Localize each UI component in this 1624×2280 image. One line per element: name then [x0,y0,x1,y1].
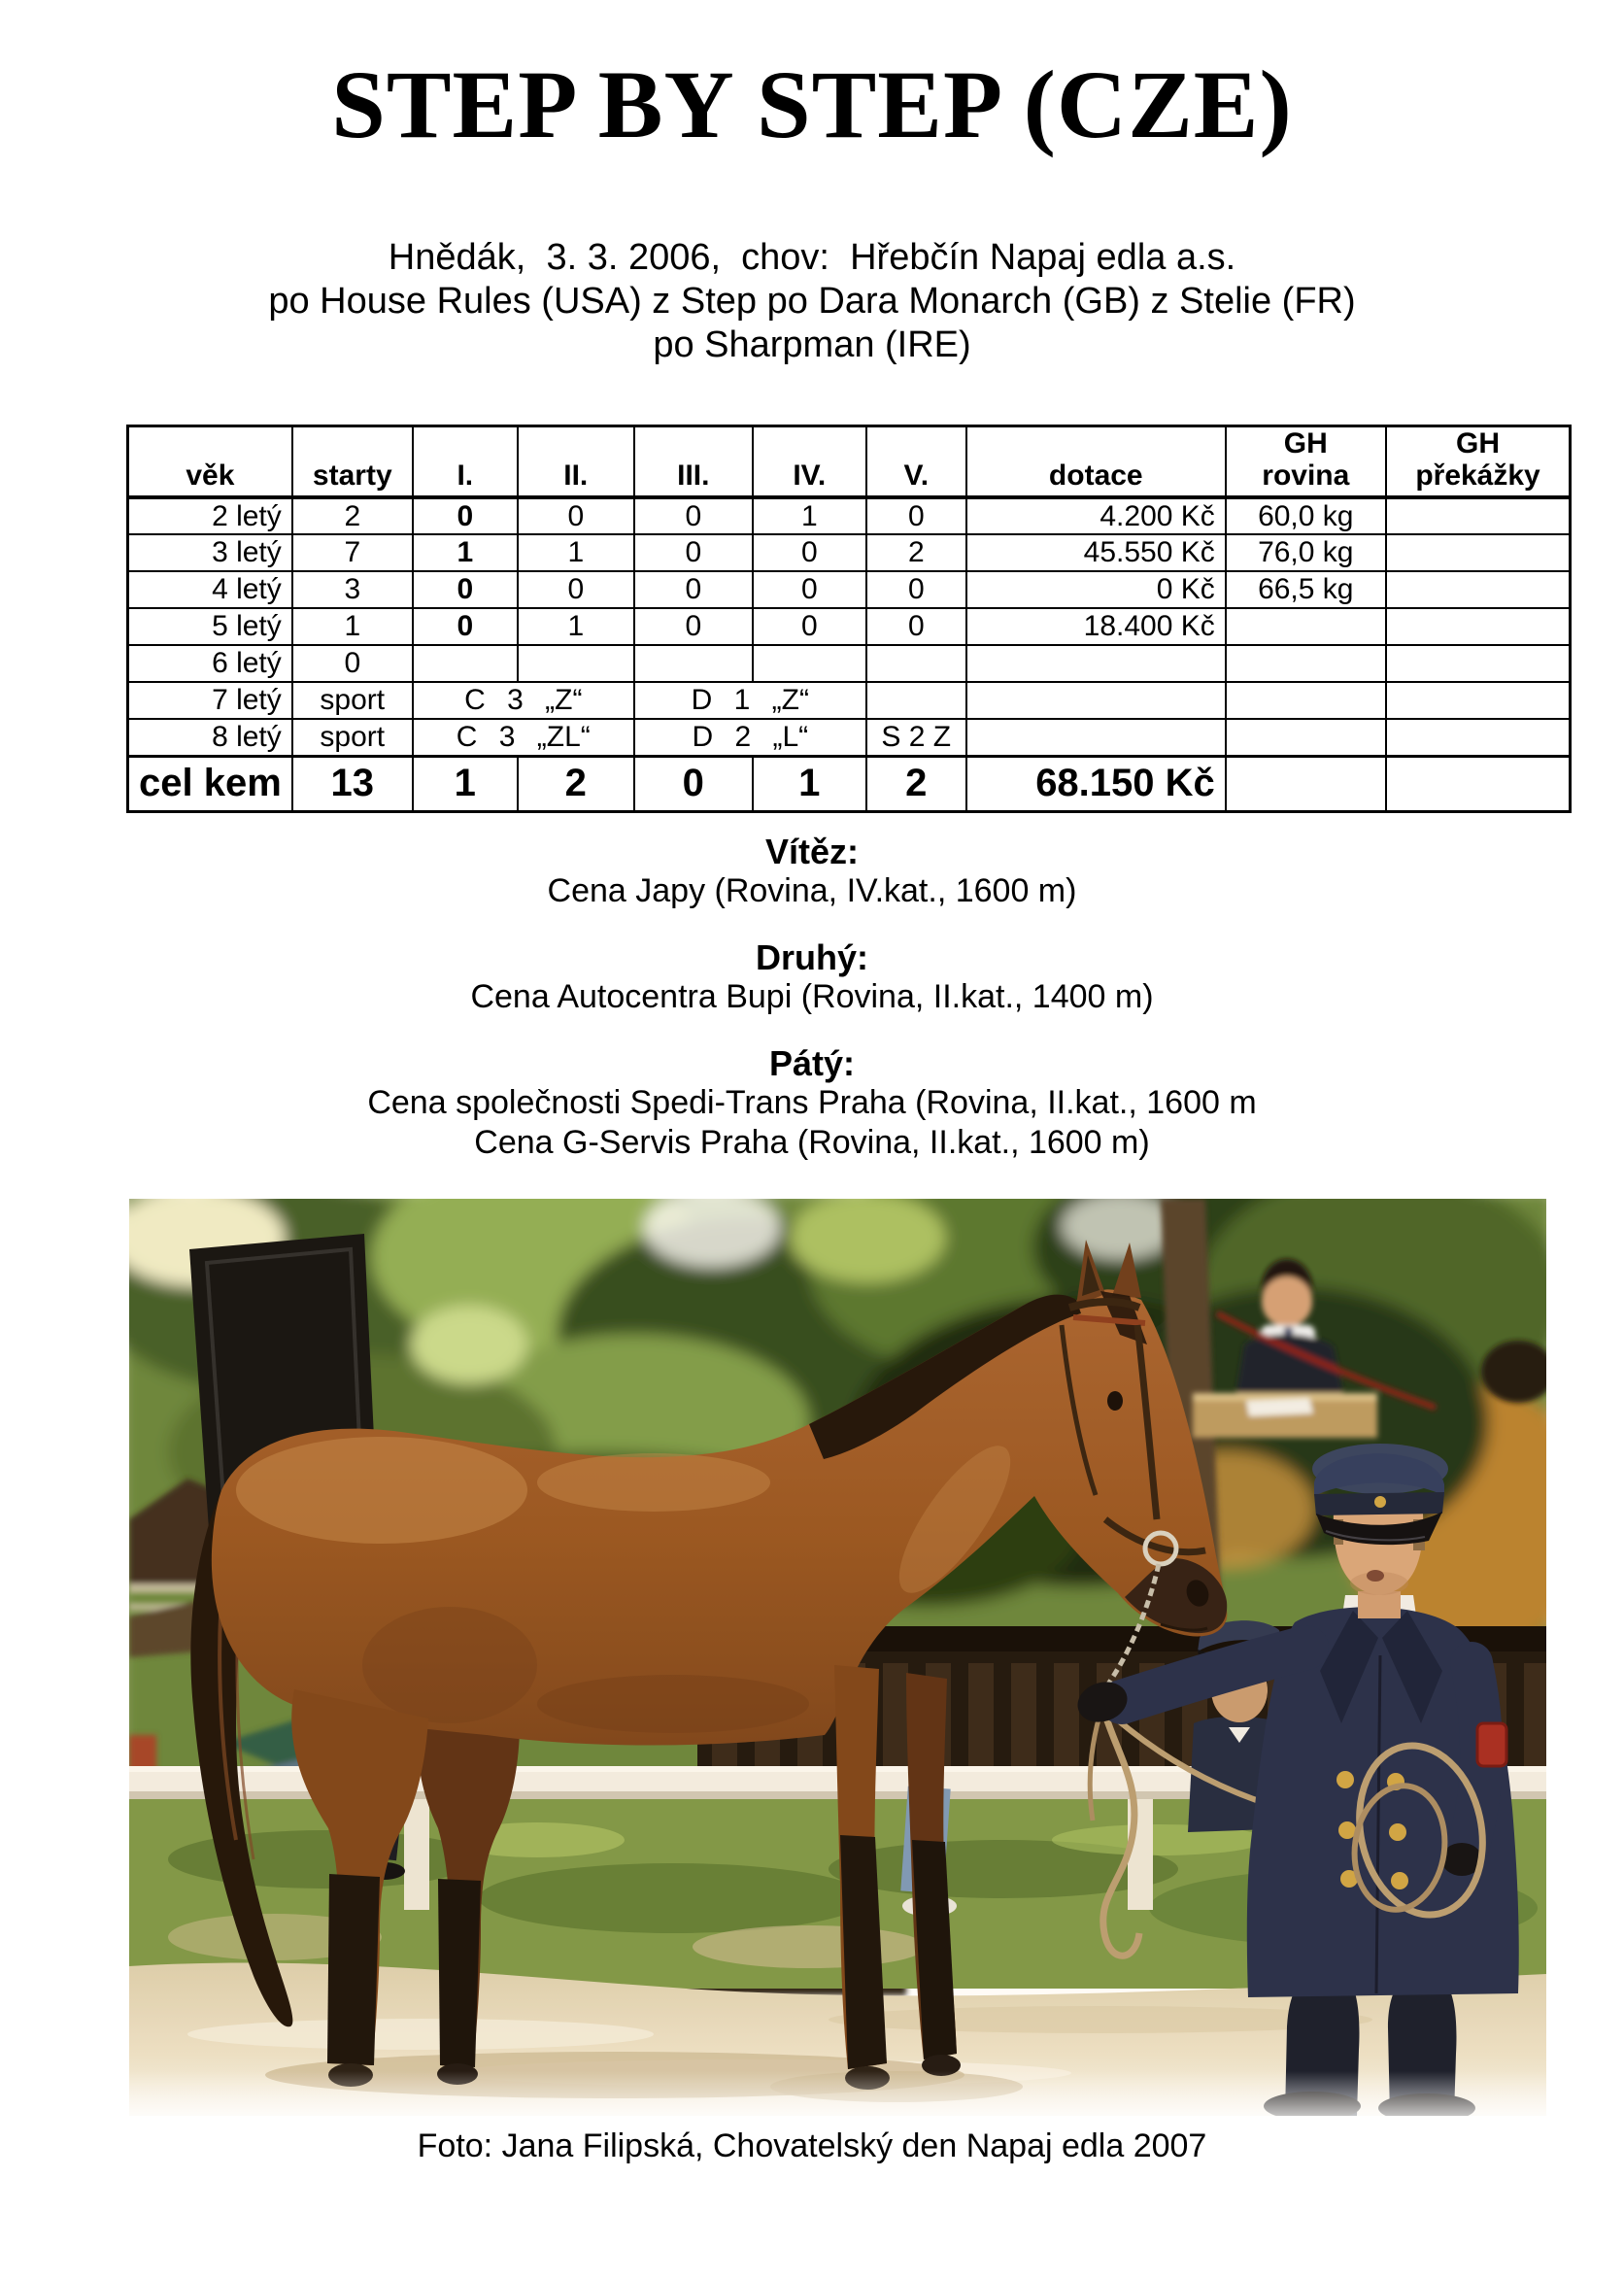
table-cell: 76,0 kg [1226,534,1386,571]
table-cell: 8 letý [128,719,292,756]
table-cell: 0 [413,497,518,534]
table-row-sport [128,719,1571,756]
table-cell-merged: D 2 „L“ [634,719,866,756]
table-cell: 3 [292,571,413,608]
col-header-vek: věk [128,426,292,498]
table-cell: 0 [866,497,966,534]
table-cell: 1 [518,534,634,571]
table-cell: 2 [292,497,413,534]
table-cell-merged: D 1 „Z“ [634,682,866,719]
table-cell: 5 letý [128,608,292,645]
table-cell: 1 [413,534,518,571]
table-cell [1226,608,1386,645]
table-row-total [128,756,1571,811]
col-header-gh-prekazky [1386,426,1571,498]
table-cell: 0 Kč [966,571,1226,608]
header-row [128,426,1571,498]
table-cell-merged: C 3 „ZL“ [413,719,634,756]
table-cell [413,645,518,682]
horse-description [0,236,1624,367]
table-cell [1386,756,1571,811]
col-header-place-2: II. [518,426,634,498]
col-header-dotace: dotace [966,426,1226,498]
results-table [126,425,1572,813]
table-cell: 1 [753,497,866,534]
table-cell: S 2 Z [866,719,966,756]
table-cell: 66,5 kg [1226,571,1386,608]
table-cell [518,645,634,682]
table-cell: 6 letý [128,645,292,682]
table-cell: 2 [866,534,966,571]
table-row [128,534,1571,571]
table-cell: 4 letý [128,571,292,608]
table-cell [1386,497,1571,534]
table-cell [1386,608,1571,645]
table-cell [966,645,1226,682]
table-cell [966,682,1226,719]
table-cell: sport [292,719,413,756]
table-cell: 7 [292,534,413,571]
page-title: STEP BY STEP (CZE) [331,51,1293,158]
table-row-sport [128,682,1571,719]
placing-race: Cena G-Servis Praha (Rovina, II.kat., 1600 m) [474,1124,1150,1161]
table-row [128,571,1571,608]
table-cell [1386,682,1571,719]
table-cell: 0 [292,645,413,682]
col-header-gh-rovina-line2: rovina [1262,459,1350,492]
table-cell: 0 [753,571,866,608]
warm-light-overlay [129,1199,1546,2116]
table-cell [1226,645,1386,682]
table-cell: 3 letý [128,534,292,571]
placing-fifth [0,1043,1624,1163]
placing-race: Cena Autocentra Bupi (Rovina, II.kat., 1400 m) [470,978,1154,1015]
col-header-place-5: V. [866,426,966,498]
placing-winner [0,832,1624,911]
table-cell [866,682,966,719]
table-cell: 0 [634,534,753,571]
bottom-fade [129,2071,1546,2116]
table-cell [866,645,966,682]
table-row [128,608,1571,645]
placing-second [0,937,1624,1017]
subtitle-line-3: po Sharpman (IRE) [653,324,971,365]
placing-heading: Druhý: [756,937,868,977]
table-cell: 7 letý [128,682,292,719]
table-cell: 0 [753,534,866,571]
table-row [128,497,1571,534]
table-cell-merged: C 3 „Z“ [413,682,634,719]
table-cell: 1 [518,608,634,645]
placing-heading: Pátý: [768,1043,856,1083]
table-cell: 0 [634,571,753,608]
col-header-starty: starty [292,426,413,498]
table-cell [753,645,866,682]
subtitle-line-2: po House Rules (USA) z Step po Dara Monarch (GB) z Stelie (FR) [268,281,1356,322]
table-cell [634,645,753,682]
table-cell: 1 [753,756,866,811]
table-cell: 0 [753,608,866,645]
table-row [128,645,1571,682]
col-header-gh-rovina [1226,426,1386,498]
photo-caption: Foto: Jana Filipská, Chovatelský den Napaj edla 2007 [417,2127,1207,2164]
table-cell: 2 letý [128,497,292,534]
col-header-gh-prekazky-line1: GH [1456,427,1501,459]
table-cell: 68.150 Kč [966,756,1226,811]
table-cell [1226,719,1386,756]
table-cell: 0 [518,571,634,608]
col-header-place-3: III. [634,426,753,498]
table-cell [1386,571,1571,608]
table-cell [1226,756,1386,811]
horse-photo [129,1199,1546,2116]
table-cell: 0 [634,497,753,534]
col-header-place-4: IV. [753,426,866,498]
table-cell: 60,0 kg [1226,497,1386,534]
table-cell: 45.550 Kč [966,534,1226,571]
col-header-gh-rovina-line1: GH [1283,427,1328,459]
table-cell: 0 [866,608,966,645]
table-cell: 0 [413,608,518,645]
table-cell: 0 [866,571,966,608]
total-label: cel kem [128,756,292,811]
table-cell: 13 [292,756,413,811]
placing-heading: Vítěz: [764,832,859,871]
subtitle-line-1: Hnědák, 3. 3. 2006, chov: Hřebčín Napaj edla a.s. [388,237,1236,278]
table-cell: 1 [292,608,413,645]
placings [0,832,1624,1189]
table-cell [1386,645,1571,682]
table-cell [1386,719,1571,756]
table-cell: 4.200 Kč [966,497,1226,534]
table-cell: 0 [518,497,634,534]
placing-race: Cena společnosti Spedi-Trans Praha (Rovina, II.kat., 1600 m [367,1084,1257,1121]
table-cell [966,719,1226,756]
table-cell: sport [292,682,413,719]
table-cell: 2 [866,756,966,811]
table-cell [1386,534,1571,571]
col-header-gh-prekazky-line2: překážky [1415,459,1540,492]
col-header-place-1: I. [413,426,518,498]
table-cell: 0 [634,608,753,645]
table-cell: 1 [413,756,518,811]
table-cell [1226,682,1386,719]
placing-race: Cena Japy (Rovina, IV.kat., 1600 m) [547,872,1077,909]
table-cell: 0 [634,756,753,811]
table-cell: 2 [518,756,634,811]
table-cell: 18.400 Kč [966,608,1226,645]
table-cell: 0 [413,571,518,608]
